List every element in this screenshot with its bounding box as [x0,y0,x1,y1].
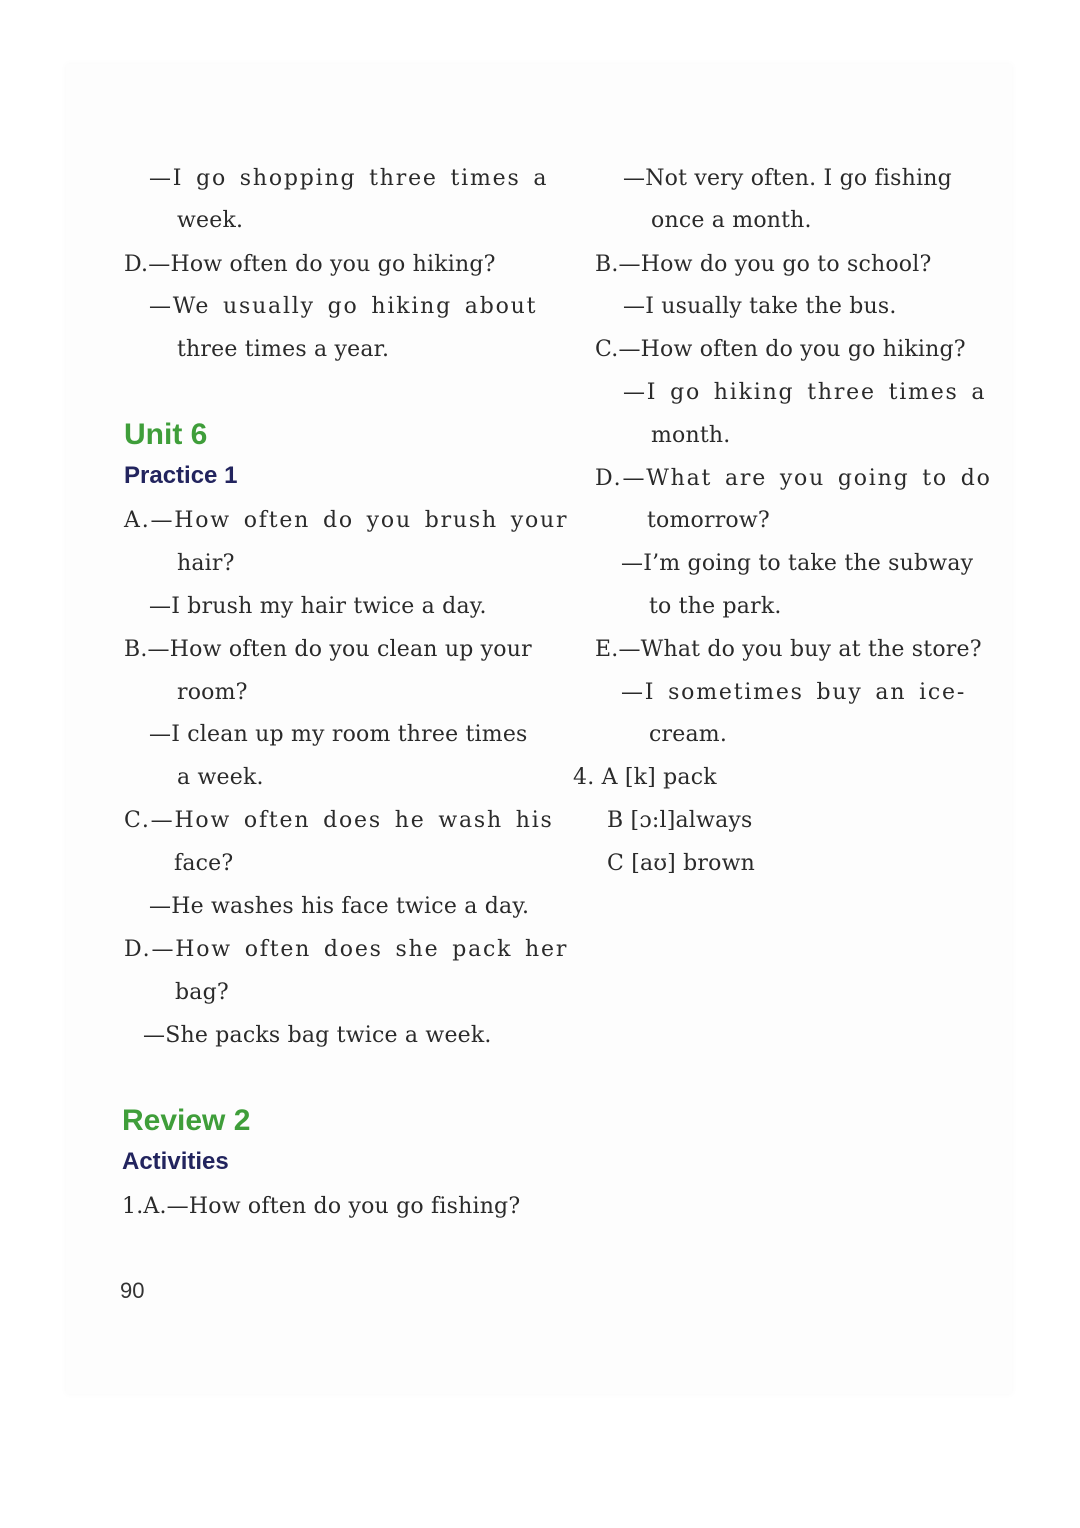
question-line: 1.A.—How often do you go fishing? [122,1194,521,1219]
phonetics-line: B [ɔ:l]always [607,808,753,833]
question-line: face? [174,851,234,876]
answer-line: —I clean up my room three times [149,722,528,747]
answer-line: —I go shopping three times a [149,166,549,191]
question-line: B.—How do you go to school? [595,252,932,277]
answer-line: to the park. [649,594,782,619]
question-line: hair? [177,551,235,576]
answer-line: —I go hiking three times a [623,380,987,405]
question-line: room? [177,680,248,705]
question-line: C.—How often does he wash his [124,808,554,833]
answer-line: —We usually go hiking about [149,294,538,319]
question-line: tomorrow? [647,508,770,533]
answer-line: —I usually take the bus. [623,294,897,319]
answer-line: —He washes his face twice a day. [149,894,530,919]
answer-line: —Not very often. I go fishing [623,166,952,191]
practice-1-heading: Practice 1 [124,462,238,489]
answer-line: —I sometimes buy an ice- [621,680,967,705]
answer-line: —She packs bag twice a week. [143,1023,492,1048]
answer-line: once a month. [651,208,812,233]
answer-line: cream. [649,722,728,747]
answer-line: month. [651,423,731,448]
question-line: A.—How often do you brush your [124,508,569,533]
question-line: D.—How often does she pack her [124,937,569,962]
answer-line: —I brush my hair twice a day. [149,594,487,619]
page-number: 90 [120,1278,145,1303]
question-line: D.—What are you going to do [595,466,992,491]
answer-line: —I’m going to take the subway [621,551,974,576]
question-line: E.—What do you buy at the store? [595,637,982,662]
question-line: C.—How often do you go hiking? [595,337,966,362]
phonetics-line: 4. A [k] pack [573,765,717,790]
answer-line: a week. [177,765,264,790]
question-line: D.—How often do you go hiking? [124,252,496,277]
answer-line: three times a year. [177,337,390,362]
question-line: bag? [175,980,229,1005]
activities-heading: Activities [122,1148,229,1175]
review-2-heading: Review 2 [122,1104,251,1137]
unit-6-heading: Unit 6 [124,418,208,451]
question-line: B.—How often do you clean up your [124,637,532,662]
answer-line: week. [177,208,244,233]
phonetics-line: C [aʊ] brown [607,851,755,876]
